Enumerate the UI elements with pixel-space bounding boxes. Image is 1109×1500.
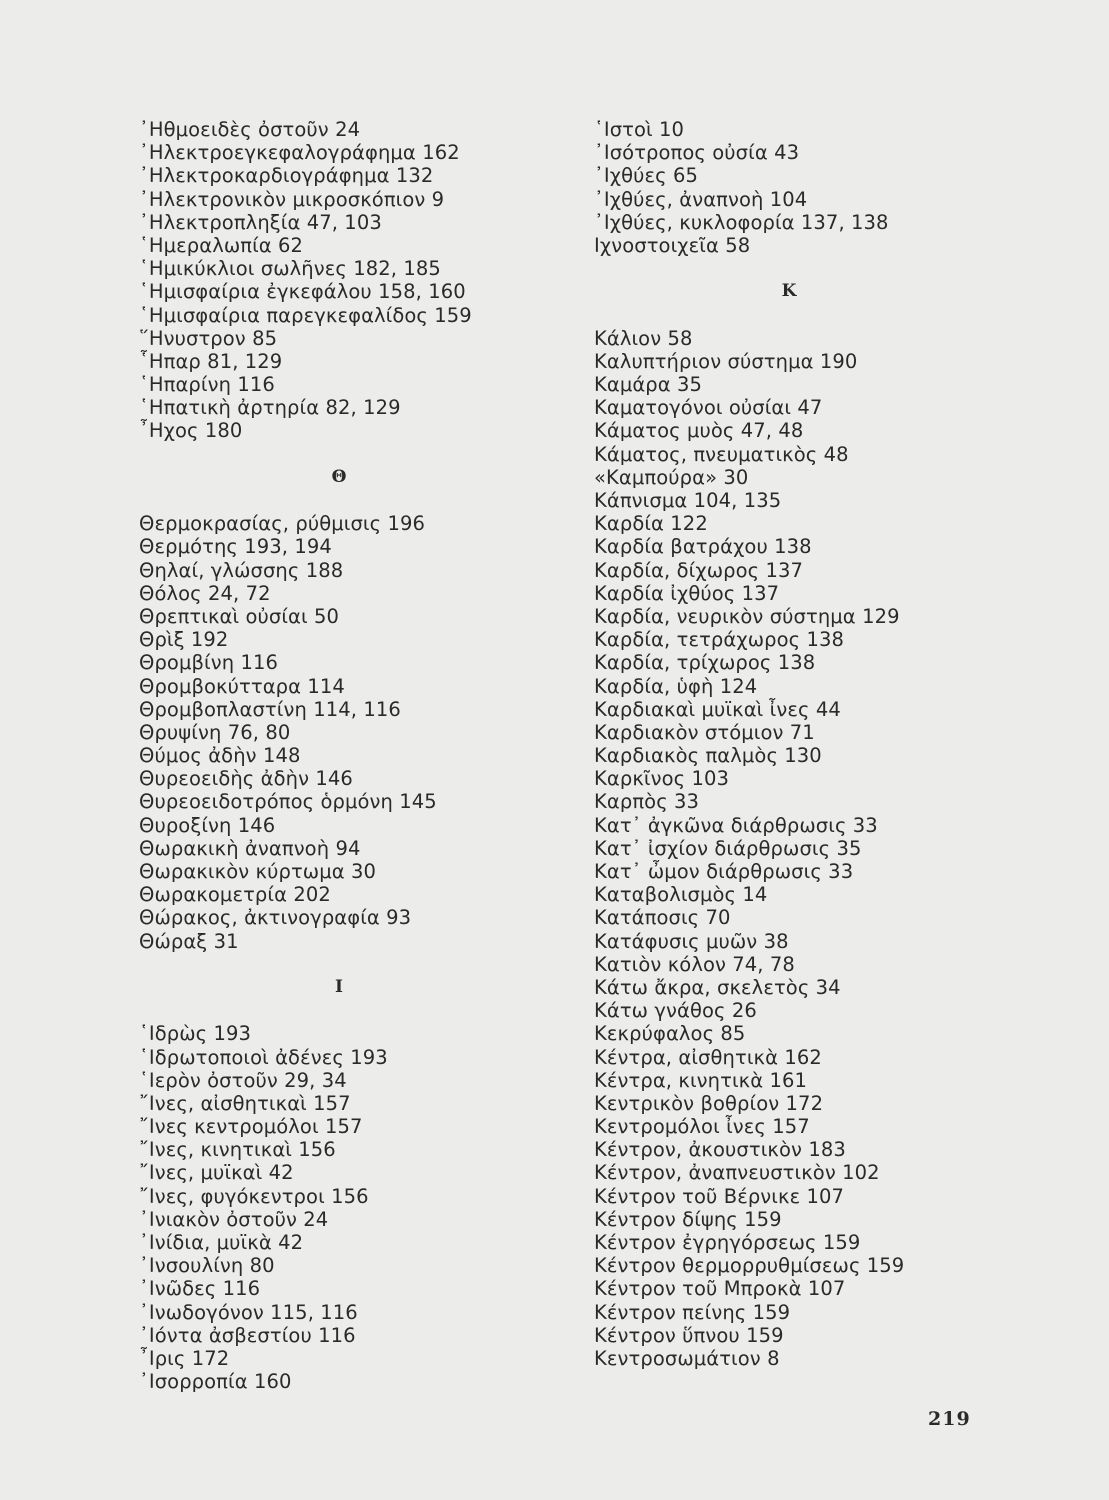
index-entry: ῾Ηπαρίνη 116 [139, 373, 275, 397]
index-entry: Κατάφυσις μυῶν 38 [594, 929, 789, 953]
index-entry: ᾿Ινσουλίνη 80 [139, 1254, 275, 1278]
index-entry: Κέντρον δίψης 159 [594, 1207, 782, 1231]
index-entry: Καλυπτήριον σύστημα 190 [594, 349, 858, 373]
section-heading-kappa: Κ [781, 281, 797, 302]
index-entry: ᾿Ηθμοειδὲς ὀστοῦν 24 [139, 118, 361, 141]
index-entry: Κέντρον, ἀκουστικὸν 183 [594, 1138, 846, 1162]
index-entry: Κέντρα, αἰσθητικὰ 162 [594, 1045, 822, 1069]
index-entry: Κέντρον, ἀναπνευστικὸν 102 [594, 1161, 880, 1185]
index-entry: Κατ᾿ ὦμον διάρθρωσις 33 [594, 860, 854, 883]
index-entry: Κεντρομόλοι ἶνες 157 [594, 1115, 810, 1139]
index-entry: Καρδία, ὑφὴ 124 [594, 674, 758, 698]
index-entry: ῾Ηπατικὴ ἀρτηρία 82, 129 [139, 396, 401, 420]
index-entry: ᾿Ιχθύες 65 [594, 164, 698, 188]
index-entry: Θυρεοειδοτρόπος ὁρμόνη 145 [139, 790, 437, 814]
index-entry: Καρδία, τρίχωρος 138 [594, 651, 816, 675]
left-column [139, 118, 569, 1393]
index-entry: ῾Ιδρωτοποιοὶ ἀδένες 193 [139, 1045, 388, 1069]
index-entry: Καρδία βατράχου 138 [594, 535, 812, 559]
index-entry: Θερμότης 193, 194 [139, 535, 332, 559]
index-entry: Καρδιακὸς παλμὸς 130 [594, 744, 822, 768]
index-entry: Κέντρον πείνης 159 [594, 1300, 791, 1324]
index-entry: Καρδιακαὶ μυϊκαὶ ἶνες 44 [594, 697, 841, 721]
theta-entry-list [139, 512, 569, 953]
index-entry: ῾Ιστοὶ 10 [594, 118, 685, 141]
index-entry: ᾿Ηλεκτροκαρδιογράφημα 132 [139, 164, 434, 188]
index-entry: ῎Ινες, μυϊκαὶ 42 [139, 1161, 294, 1185]
index-entry: Κέντρον τοῦ Βέρνικε 107 [594, 1184, 845, 1208]
index-entry: ῾Ημεραλωπία 62 [139, 233, 304, 257]
index-entry: Καρδία, τετράχωρος 138 [594, 628, 845, 652]
index-entry: Θωρακικὴ ἀναπνοὴ 94 [139, 836, 361, 860]
index-entry: Κάτω γνάθος 26 [594, 999, 757, 1023]
index-entry: ῾Ημισφαίρια παρεγκεφαλίδος 159 [139, 303, 472, 327]
index-entry: Θρυψίνη 76, 80 [139, 720, 291, 744]
index-entry: ῏Ηχος 180 [139, 419, 243, 443]
index-entry: Καμάρα 35 [594, 373, 703, 397]
index-entry: ῾Ημισφαίρια ἐγκεφάλου 158, 160 [139, 280, 466, 304]
index-entry: ῏Ιρις 172 [139, 1346, 230, 1370]
index-entry: ᾿Ινιακὸν ὀστοῦν 24 [139, 1207, 329, 1231]
index-entry: Θερμοκρασίας, ρύθμισις 196 [139, 512, 425, 536]
index-entry: Καταβολισμὸς 14 [594, 883, 768, 907]
index-entry: Καρδία ἰχθύος 137 [594, 581, 780, 605]
section-heading-theta: Θ [331, 466, 347, 487]
index-entry: Κέντρα, κινητικὰ 161 [594, 1068, 808, 1092]
index-entry: Καρδία, νευρικὸν σύστημα 129 [594, 604, 900, 628]
index-entry: Κέντρον ἐγρηγόρσεως 159 [594, 1231, 861, 1254]
index-entry: Κάματος μυὸς 47, 48 [594, 419, 804, 443]
index-entry: ᾿Ινῶδες 116 [139, 1277, 261, 1301]
index-entry: Κέντρον ὕπνου 159 [594, 1323, 784, 1347]
index-entry: Καρκῖνος 103 [594, 767, 729, 791]
iota-entry-list [139, 1022, 569, 1393]
index-entry: Κατιὸν κόλον 74, 78 [594, 952, 795, 976]
index-entry: Κέντρον τοῦ Μπροκὰ 107 [594, 1277, 846, 1301]
right-column [594, 118, 1074, 1370]
index-entry: ῾Ιδρὼς 193 [139, 1022, 252, 1046]
index-entry: Ιχνοστοιχεῖα 58 [594, 233, 751, 257]
index-entry: ᾿Ηλεκτροεγκεφαλογράφημα 162 [139, 141, 460, 165]
index-entry: ῞Ηνυστρον 85 [139, 326, 278, 350]
index-entry: Θηλαί, γλώσσης 188 [139, 558, 344, 582]
index-entry: ῾Ιερὸν ὀστοῦν 29, 34 [139, 1068, 347, 1092]
index-entry: Κάπνισμα 104, 135 [594, 489, 782, 512]
eta-entry-list [139, 118, 569, 443]
index-entry: Θρεπτικαὶ οὐσίαι 50 [139, 604, 340, 628]
index-entry: Θρομβοκύτταρα 114 [139, 674, 345, 698]
index-entry: ᾿Ισορροπία 160 [139, 1370, 292, 1394]
index-entry: Κέντρον θερμορρυθμίσεως 159 [594, 1254, 905, 1278]
index-entry: Κατ᾿ ἰσχίον διάρθρωσις 35 [594, 836, 862, 860]
index-entry: ῎Ινες, αἰσθητικαὶ 157 [139, 1091, 351, 1115]
kappa-entry-list [594, 327, 1074, 1370]
index-entry: Καρδία 122 [594, 512, 708, 536]
index-entry: Θυροξίνη 146 [139, 813, 276, 837]
index-entry: Θυρεοειδὴς ἀδὴν 146 [139, 767, 353, 791]
index-entry: ᾿Ηλεκτρονικὸν μικροσκόπιον 9 [139, 187, 445, 211]
index-entry: Θωρακικὸν κύρτωμα 30 [139, 860, 377, 883]
index-entry: Κάματος, πνευματικὸς 48 [594, 442, 849, 466]
iota-continued-entry-list [594, 118, 1074, 257]
index-entry: ῎Ινες, κινητικαὶ 156 [139, 1138, 336, 1162]
index-entry: Καματογόνοι οὐσίαι 47 [594, 396, 823, 420]
index-entry: Καρπὸς 33 [594, 790, 700, 814]
index-entry: Κεκρύφαλος 85 [594, 1022, 746, 1046]
page-number: 219 [928, 1408, 971, 1430]
index-entry: Καρδιακὸν στόμιον 71 [594, 720, 815, 744]
section-heading-iota: Ι [335, 976, 343, 997]
index-entry: Κατάποσις 70 [594, 906, 731, 930]
index-entry: ᾿Ινίδια, μυϊκὰ 42 [139, 1231, 304, 1254]
index-entry: Κάτω ἄκρα, σκελετὸς 34 [594, 975, 841, 999]
index-entry: Θώρακος, ἀκτινογραφία 93 [139, 906, 412, 930]
index-entry: Θωρακομετρία 202 [139, 883, 331, 907]
index-entry: ᾿Ιόντα ἀσβεστίου 116 [139, 1323, 356, 1347]
index-entry: Θρὶξ 192 [139, 628, 229, 652]
index-entry: ᾿Ινωδογόνον 115, 116 [139, 1300, 358, 1324]
index-entry: Θόλος 24, 72 [139, 581, 271, 605]
index-entry: «Καμπούρα» 30 [594, 465, 749, 489]
index-entry: ῾Ημικύκλιοι σωλῆνες 182, 185 [139, 257, 441, 281]
index-entry: ᾿Ηλεκτροπληξία 47, 103 [139, 210, 382, 234]
index-entry: Θρομβοπλαστίνη 114, 116 [139, 697, 401, 721]
index-entry: Κατ᾿ ἀγκῶνα διάρθρωσις 33 [594, 813, 878, 837]
index-entry: ᾿Ιχθύες, κυκλοφορία 137, 138 [594, 210, 889, 234]
index-entry: ᾿Ιχθύες, ἀναπνοὴ 104 [594, 187, 808, 211]
index-entry: ῎Ινες κεντρομόλοι 157 [139, 1115, 363, 1139]
index-entry: Κεντρικὸν βοθρίον 172 [594, 1091, 824, 1115]
index-entry: Θύμος ἀδὴν 148 [139, 744, 301, 768]
index-entry: ῎Ινες, φυγόκεντροι 156 [139, 1184, 369, 1208]
index-entry: Θρομβίνη 116 [139, 651, 278, 675]
index-entry: ᾿Ισότροπος οὐσία 43 [594, 141, 800, 165]
index-entry: ῟Ηπαρ 81, 129 [139, 349, 283, 373]
index-entry: Θώραξ 31 [139, 929, 239, 953]
index-entry: Κάλιον 58 [594, 326, 693, 350]
index-entry: Καρδία, δίχωρος 137 [594, 558, 803, 582]
index-entry: Κεντροσωμάτιον 8 [594, 1346, 780, 1370]
